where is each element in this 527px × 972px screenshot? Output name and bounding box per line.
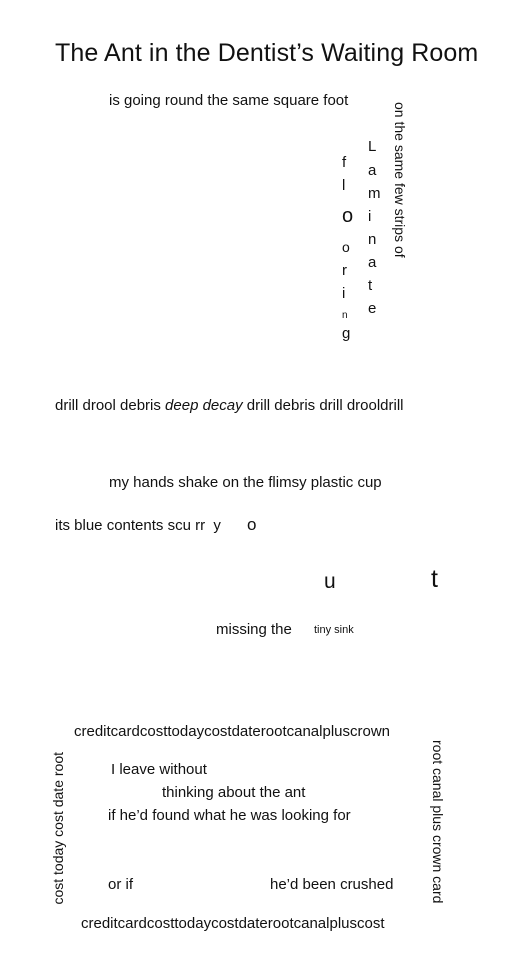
border-right-text: root canal plus crown card: [430, 740, 446, 904]
flooring-letter: o: [342, 239, 350, 255]
line-hands-shake: my hands shake on the flimsy plastic cup: [109, 474, 382, 491]
line-leave-without: I leave without: [111, 761, 207, 778]
flooring-letter: f: [342, 154, 347, 171]
border-bottom-text: creditcardcosttodaycostdaterootcanalpluscost: [81, 915, 385, 932]
laminate-letter: i: [368, 208, 372, 225]
line-drill-drool: [55, 398, 404, 413]
line-thinking-ant: thinking about the ant: [162, 784, 306, 801]
laminate-letter: e: [368, 300, 377, 317]
laminate-letter: a: [368, 162, 377, 179]
line-been-crushed: he’d been crushed: [270, 876, 394, 893]
flooring-letter: g: [342, 325, 351, 342]
line-going-round: is going round the same square foot: [109, 92, 349, 109]
line-found-looking: if he’d found what he was looking for: [108, 807, 351, 824]
flooring-letter: o: [342, 205, 354, 227]
laminate-letter: m: [368, 185, 381, 202]
vertical-line-strips: on the same few strips of: [392, 102, 408, 258]
tiny-sink-text: tiny sink: [314, 624, 354, 636]
drill-text-start: drill drool debris: [55, 397, 166, 414]
flooring-letter: i: [342, 285, 346, 302]
flooring-letter: l: [342, 177, 346, 194]
line-blue-contents: its blue contents scu rr y: [55, 517, 221, 534]
scurry-letter-o: o: [247, 515, 257, 534]
border-top-text: creditcardcosttodaycostdaterootcanalpluscrown: [74, 723, 391, 740]
line-or-if: or if: [108, 876, 134, 893]
laminate-letter: n: [368, 231, 377, 248]
scurry-letter-t: t: [431, 565, 438, 593]
line-missing-the: missing the: [216, 621, 292, 638]
flooring-letter: n: [342, 310, 348, 321]
laminate-letter: t: [368, 277, 373, 294]
drill-text-italic: deep decay: [165, 397, 243, 414]
border-left-text: cost today cost date root: [50, 752, 66, 905]
poem-title: The Ant in the Dentist’s Waiting Room: [55, 39, 479, 67]
drill-text-end: drill debris drill drooldrill: [242, 397, 404, 414]
flooring-letter: r: [342, 262, 347, 279]
laminate-letter: L: [368, 138, 377, 155]
scurry-letter-u: u: [324, 570, 336, 593]
laminate-letter: a: [368, 254, 377, 271]
